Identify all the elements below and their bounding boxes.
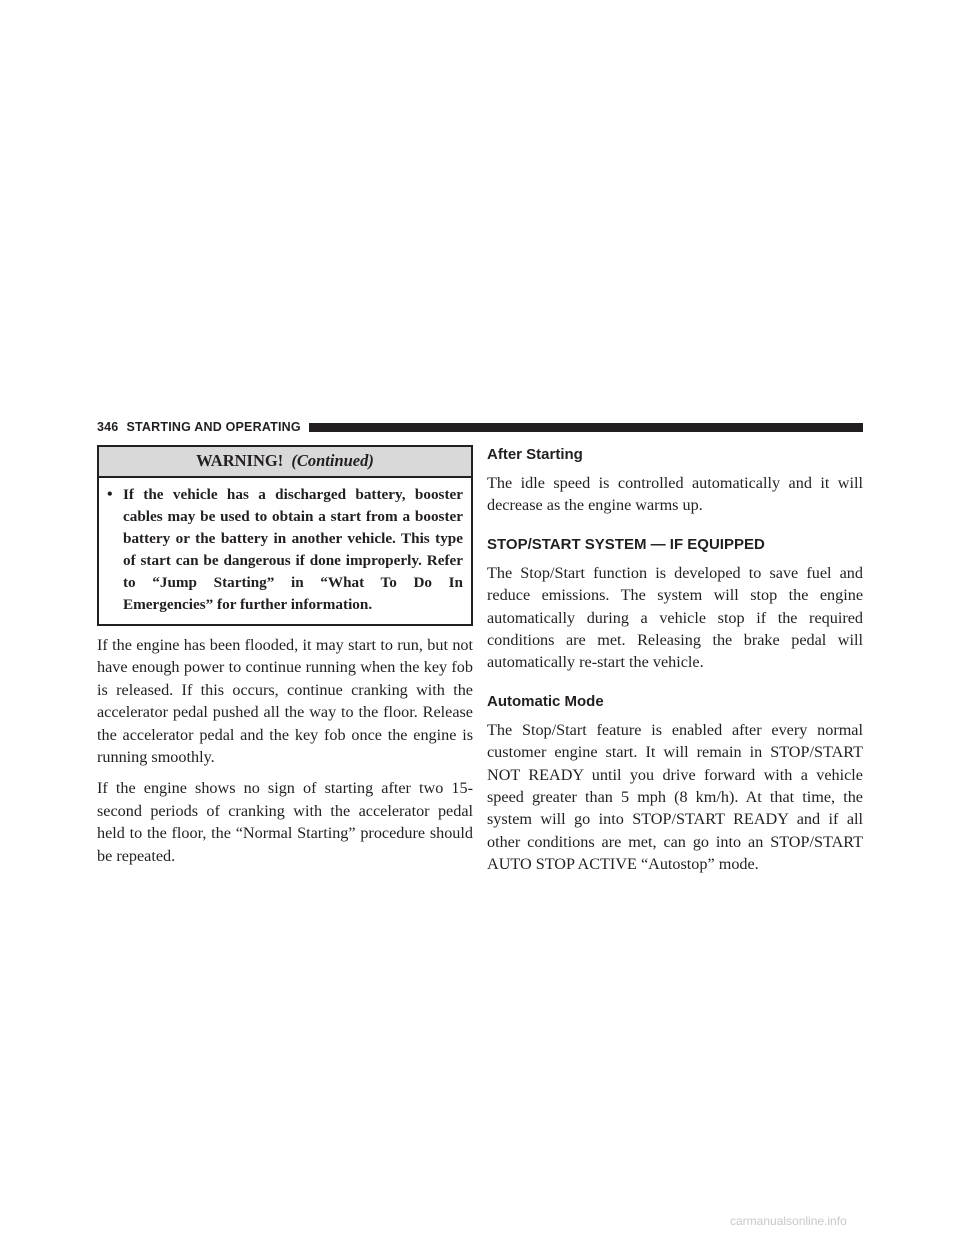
paragraph-no-start: If the engine shows no sign of starting after two 15-second periods of cranking with the accelerator pedal held to the floor, the “Normal Starting” procedure should be repeated. (97, 779, 473, 865)
section-title: STARTING AND OPERATING (126, 420, 301, 434)
heading-stop-start: STOP/START SYSTEM — IF EQUIPPED (487, 535, 765, 553)
page-header (97, 418, 863, 436)
warning-continued: (Continued) (291, 451, 374, 470)
watermark: carmanualsonline.info (730, 1214, 847, 1228)
paragraph-after-starting: The idle speed is controlled automatically and it will decrease as the engine warms up. (487, 474, 863, 515)
paragraph-flooded: If the engine has been flooded, it may start to run, but not have enough power to continue running when the key fob is released. If this occurs, continue cranking with the accelerator pedal pushed all the way to the floor. Release the accelerator pedal and the key fob once the engine is running smoothly. (97, 636, 473, 767)
page-number: 346 (97, 420, 119, 434)
warning-body (99, 478, 471, 624)
warning-text: If the vehicle has a discharged battery, booster cables may be used to obtain a start from a booster battery or the battery in another vehicle. This type of start can be dangerous if done improperly. Refer to “Jump Starting” in “What To Do In Emergencies” for further information. (123, 486, 463, 613)
paragraph-stop-start: The Stop/Start function is developed to save fuel and reduce emissions. The system will stop the engine automatically during a vehicle stop if the required conditions are met. Releasing the brake pedal will automatically re-start the vehicle. (487, 563, 863, 672)
warning-box (97, 445, 473, 626)
heading-automatic-mode: Automatic Mode (487, 692, 604, 710)
paragraph-automatic-mode: The Stop/Start feature is enabled after every normal customer engine start. It will remain in STOP/START NOT READY until you drive forward with a vehicle speed greater than 5 mph (8 km/h). At that time, the system will go into STOP/START READY and if all other conditions are met, can go into an STOP/START AUTO STOP ACTIVE “Autostop” mode. (487, 720, 863, 874)
left-column (97, 445, 473, 876)
warning-title: WARNING! (196, 451, 284, 470)
heading-after-starting: After Starting (487, 446, 583, 463)
warning-header (99, 447, 471, 478)
bullet-icon: • (107, 486, 113, 503)
header-rule (309, 423, 863, 432)
right-column (487, 445, 863, 885)
